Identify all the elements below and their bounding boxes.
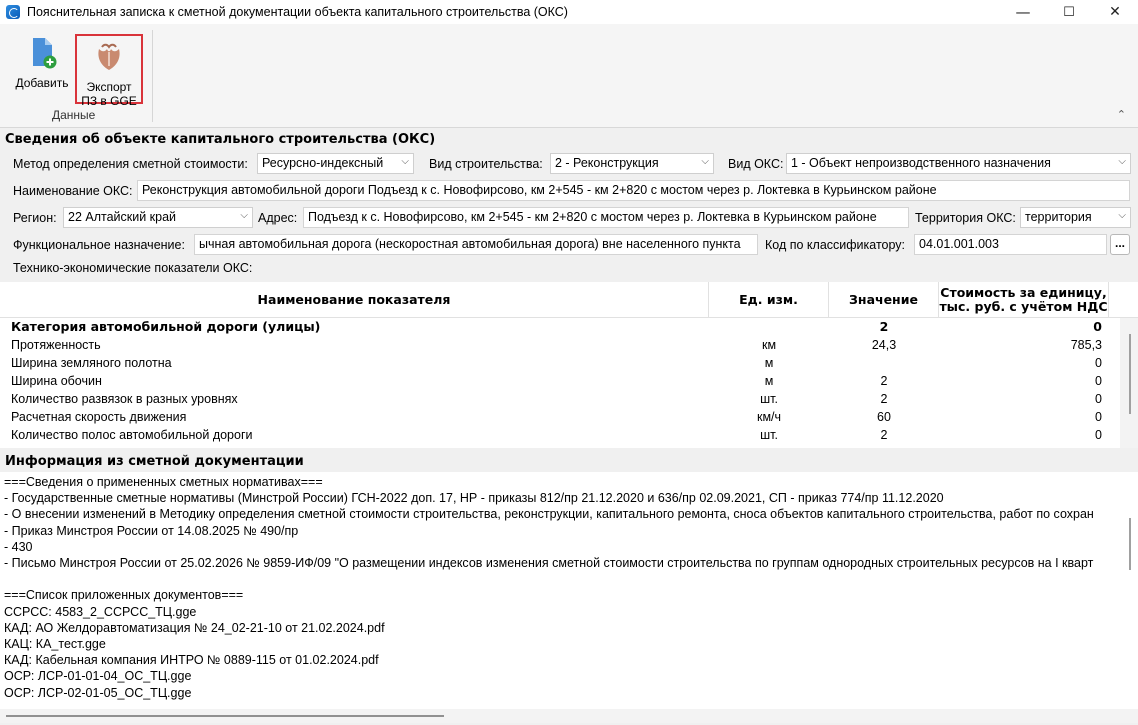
- oks-type-select-value: 1 - Объект непроизводственного назначения: [791, 156, 1051, 170]
- table-header: [0, 282, 1138, 318]
- address-label: Адрес:: [258, 211, 298, 225]
- info-line: ОСР: ЛСР-01-01-04_ОС_ТЦ.gge: [4, 669, 192, 684]
- minimize-button[interactable]: —: [1015, 3, 1031, 21]
- title-bar: [0, 0, 1138, 24]
- method-select[interactable]: [257, 153, 414, 174]
- build-type-select[interactable]: [550, 153, 714, 174]
- table-row[interactable]: [0, 426, 1120, 444]
- info-scroll-thumb[interactable]: [1129, 518, 1131, 570]
- cell-name: Ширина земляного полотна: [11, 356, 172, 370]
- info-section-title: Информация из сметной документации: [5, 454, 304, 469]
- method-label: Метод определения сметной стоимости:: [13, 157, 248, 171]
- info-line: КАЦ: КА_тест.gge: [4, 637, 106, 651]
- cell-unit: [709, 318, 829, 336]
- region-label: Регион:: [13, 211, 57, 225]
- territory-label: Территория ОКС:: [915, 211, 1016, 225]
- cell-value: 2: [880, 374, 888, 388]
- collapse-ribbon-icon[interactable]: ⌃: [1116, 109, 1126, 121]
- cell-value: 60: [877, 410, 891, 424]
- chevron-down-icon: ⌵: [401, 156, 409, 167]
- table-row[interactable]: [0, 372, 1120, 390]
- address-field[interactable]: Подъезд к с. Новофирсово, км 2+545 - км 2+820 с мостом через р. Локтевка в Курьинском районе: [303, 207, 909, 228]
- classifier-browse-button[interactable]: ...: [1110, 234, 1130, 255]
- add-button[interactable]: [10, 32, 74, 104]
- col-header-cost-line1: Стоимость за единицу,: [940, 285, 1107, 300]
- cell-value: 2: [879, 319, 889, 334]
- col-header-value[interactable]: Значение: [829, 282, 939, 318]
- col-header-cost[interactable]: [939, 282, 1109, 318]
- info-line: КАД: АО Желдоравтоматизация № 24_02-21-10 от 21.02.2024.pdf: [4, 620, 385, 635]
- gge-emblem-icon: [92, 40, 126, 74]
- window-title: Пояснительная записка к сметной документации объекта капитального строительства (ОКС): [27, 5, 568, 19]
- cell-name: Ширина обочин: [11, 374, 102, 388]
- cell-unit: шт.: [760, 428, 778, 442]
- ribbon: [0, 24, 1138, 128]
- info-horizontal-scrollbar[interactable]: [0, 709, 1138, 723]
- oks-type-label: Вид ОКС:: [728, 157, 784, 171]
- ribbon-separator: [152, 30, 153, 122]
- ribbon-group-label: Данные: [52, 108, 96, 122]
- table-vertical-scrollbar[interactable]: [1120, 318, 1138, 448]
- info-line: ===Сведения о примененных сметных нормативах===: [4, 475, 323, 489]
- table-row[interactable]: [0, 318, 1120, 336]
- info-line: КАД: Кабельная компания ИНТРО № 0889-115 от 01.02.2024.pdf: [4, 653, 379, 668]
- cell-name: Расчетная скорость движения: [11, 410, 187, 424]
- oks-type-select[interactable]: [786, 153, 1131, 174]
- cell-name: Протяженность: [11, 338, 101, 352]
- tep-table: [0, 282, 1138, 448]
- info-line: ССРСС: 4583_2_ССРСС_ТЦ.gge: [4, 604, 197, 619]
- cell-unit: м: [764, 356, 774, 370]
- territory-select[interactable]: [1020, 207, 1131, 228]
- cell-name: Количество полос автомобильной дороги: [11, 428, 253, 442]
- cell-cost: 0: [1093, 319, 1102, 334]
- oks-name-field[interactable]: Реконструкция автомобильной дороги Подъезд к с. Новофирсово, км 2+545 - км 2+820 с мостом через р. Локтевка в Курьинском районе: [137, 180, 1130, 201]
- build-type-select-value: 2 - Реконструкция: [555, 156, 659, 170]
- app-icon: [6, 5, 20, 19]
- export-label-line2: ПЗ в GGE: [81, 94, 137, 108]
- oks-section-title: Сведения об объекте капитального строительства (ОКС): [5, 132, 436, 147]
- maximize-button[interactable]: ☐: [1063, 4, 1075, 20]
- cell-cost: 785,3: [1070, 338, 1102, 352]
- cell-cost: 0: [1095, 392, 1102, 406]
- chevron-down-icon: ⌵: [1118, 156, 1126, 167]
- cell-name: Категория автомобильной дороги (улицы): [11, 319, 321, 334]
- col-header-unit[interactable]: Ед. изм.: [709, 282, 829, 318]
- classifier-label: Код по классификатору:: [765, 238, 906, 252]
- chevron-down-icon: ⌵: [1118, 210, 1126, 221]
- oks-name-label: Наименование ОКС:: [13, 184, 133, 198]
- function-field[interactable]: ычная автомобильная дорога (нескоростная автомобильная дорога) вне населенного пункта: [194, 234, 758, 255]
- table-row[interactable]: [0, 354, 1120, 372]
- classifier-field[interactable]: 04.01.001.003: [914, 234, 1107, 255]
- cell-cost: 0: [1095, 410, 1102, 424]
- info-line: - Государственные сметные нормативы (Минстрой России) ГСН-2022 доп. 17, НР - приказы 812/пр 21.12.2020 и 636/пр 02.09.2021, СП - приказ 774/пр 11.12.2020: [4, 491, 944, 506]
- info-line: - Приказ Минстроя России от 14.08.2025 № 490/пр: [4, 523, 299, 538]
- table-row[interactable]: [0, 390, 1120, 408]
- chevron-down-icon: ⌵: [701, 156, 709, 167]
- build-type-label: Вид строительства:: [429, 157, 543, 171]
- cell-cost: 0: [1095, 428, 1102, 442]
- region-select-value: 22 Алтайский край: [68, 210, 177, 224]
- cell-value: 2: [880, 428, 888, 442]
- cell-unit: м: [764, 374, 774, 388]
- cell-unit: км/ч: [756, 410, 782, 424]
- info-line: - О внесении изменений в Методику определения сметной стоимости строительства, реконструкции, капитального ремонта, сноса объектов капитального строительства, работ по сохран: [4, 507, 1094, 522]
- table-row[interactable]: [0, 336, 1120, 354]
- info-line: - Письмо Минстроя России от 25.02.2026 № 9859-ИФ/09 "О размещении индексов изменения сметной стоимости строительства по группам однородных строительных ресурсов на I кварт: [4, 556, 1094, 570]
- tep-label: Технико-экономические показатели ОКС:: [13, 261, 253, 275]
- export-label-line1: Экспорт: [86, 80, 132, 94]
- territory-select-value: территория: [1025, 210, 1092, 224]
- table-row[interactable]: [0, 408, 1120, 426]
- add-button-label: Добавить: [15, 76, 69, 90]
- info-line: - 430: [4, 539, 33, 554]
- info-text-area[interactable]: [0, 472, 1138, 718]
- info-vertical-scrollbar[interactable]: [1120, 518, 1138, 578]
- table-scroll-thumb[interactable]: [1129, 334, 1131, 414]
- col-header-cost-line2: тыс. руб. с учётом НДС: [939, 299, 1108, 314]
- cell-unit: км: [761, 338, 777, 352]
- chevron-down-icon: ⌵: [240, 210, 248, 221]
- add-document-icon: [25, 36, 59, 70]
- method-select-value: Ресурсно-индексный: [262, 156, 384, 170]
- function-label: Функциональное назначение:: [13, 238, 185, 252]
- info-line: ОСР: ЛСР-02-01-05_ОС_ТЦ.gge: [4, 685, 192, 700]
- cell-value: 2: [880, 392, 888, 406]
- info-line: ===Список приложенных документов===: [4, 588, 244, 603]
- info-hscroll-thumb[interactable]: [6, 715, 444, 717]
- cell-cost: 0: [1095, 356, 1102, 370]
- close-button[interactable]: ✕: [1109, 4, 1121, 20]
- col-header-name[interactable]: Наименование показателя: [0, 282, 709, 318]
- cell-unit: шт.: [760, 392, 778, 406]
- region-select[interactable]: [63, 207, 253, 228]
- cell-name: Количество развязок в разных уровнях: [11, 392, 238, 406]
- cell-cost: 0: [1095, 374, 1102, 388]
- cell-value: [829, 354, 939, 372]
- export-gge-button[interactable]: [75, 34, 143, 108]
- cell-value: 24,3: [871, 338, 897, 352]
